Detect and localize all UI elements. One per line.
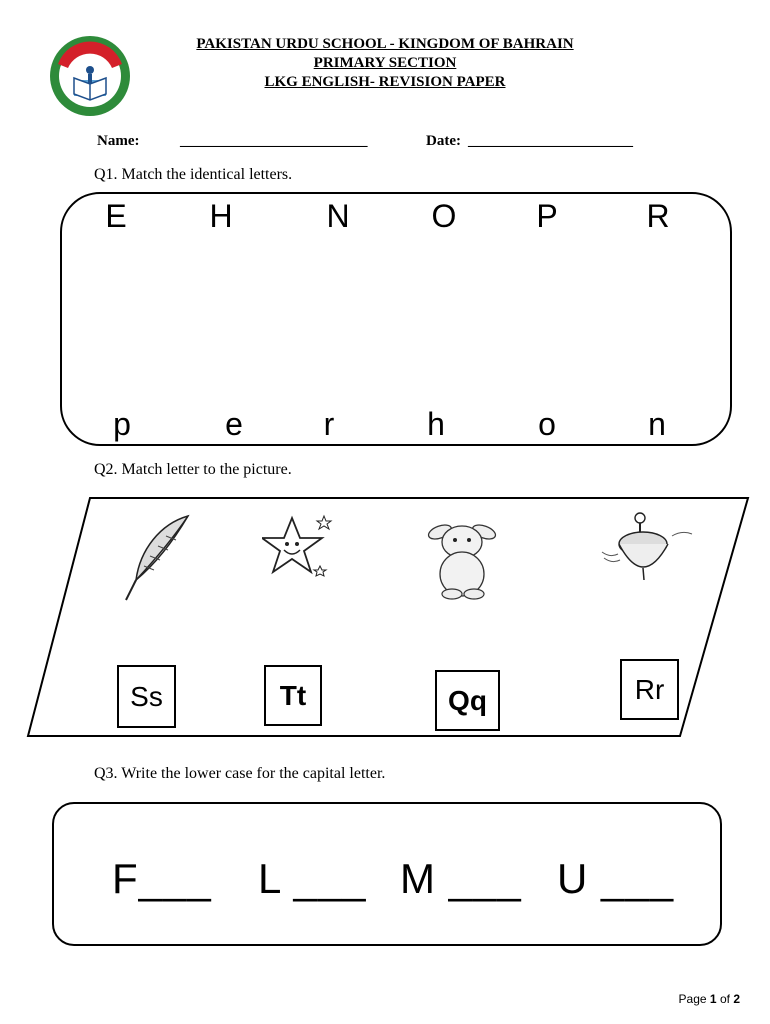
section-name: PRIMARY SECTION bbox=[313, 55, 457, 71]
q1-lowercase[interactable]: e bbox=[225, 406, 243, 442]
q1-lowercase[interactable]: r bbox=[323, 406, 335, 442]
q1-lowercase[interactable]: h bbox=[427, 406, 445, 442]
q1-lowercase[interactable]: p bbox=[113, 406, 131, 442]
q3-item-f[interactable]: F___ bbox=[112, 855, 212, 902]
date-field[interactable]: ______________________ bbox=[468, 133, 633, 149]
q1-box bbox=[60, 192, 732, 446]
of-word: of bbox=[719, 992, 730, 1006]
page-indicator bbox=[679, 992, 740, 1006]
q3-item-u[interactable]: U ___ bbox=[557, 855, 675, 902]
q1-capital[interactable]: H bbox=[209, 198, 233, 234]
q1-lowercase[interactable]: n bbox=[648, 406, 666, 442]
school-name: PAKISTAN URDU SCHOOL - KINGDOM OF BAHRAIN bbox=[196, 36, 574, 52]
name-field[interactable]: _________________________ bbox=[180, 133, 368, 149]
q3-item-m[interactable]: M ___ bbox=[400, 855, 522, 902]
q1-capital[interactable]: E bbox=[105, 198, 127, 234]
q3-title: Q3. Write the lower case for the capital letter. bbox=[94, 765, 386, 782]
q2-title: Q2. Match letter to the picture. bbox=[94, 461, 292, 478]
letter-box-rr[interactable]: Rr bbox=[620, 659, 679, 720]
letter-box-tt[interactable]: Tt bbox=[264, 665, 322, 726]
q1-lowercase[interactable]: o bbox=[538, 406, 556, 442]
feather-icon[interactable] bbox=[120, 510, 200, 605]
rabbit-icon[interactable] bbox=[418, 508, 508, 603]
q1-capital[interactable]: O bbox=[431, 198, 457, 234]
q1-capital[interactable]: P bbox=[536, 198, 558, 234]
q3-item-l[interactable]: L ___ bbox=[258, 855, 367, 902]
spinning-top-icon[interactable] bbox=[598, 508, 698, 588]
page-total: 2 bbox=[733, 992, 740, 1006]
q1-capital[interactable]: N bbox=[326, 198, 350, 234]
name-label: Name: bbox=[97, 133, 140, 149]
q1-capital[interactable]: R bbox=[646, 198, 670, 234]
q1-title: Q1. Match the identical letters. bbox=[94, 166, 293, 183]
star-icon[interactable] bbox=[262, 510, 342, 585]
page-number: 1 bbox=[709, 992, 717, 1006]
paper-title: LKG ENGLISH- REVISION PAPER bbox=[264, 74, 506, 90]
date-label: Date: bbox=[426, 133, 461, 149]
page-word: Page bbox=[678, 992, 707, 1006]
letter-box-ss[interactable]: Ss bbox=[117, 665, 176, 728]
letter-box-qq[interactable]: Qq bbox=[435, 670, 500, 731]
